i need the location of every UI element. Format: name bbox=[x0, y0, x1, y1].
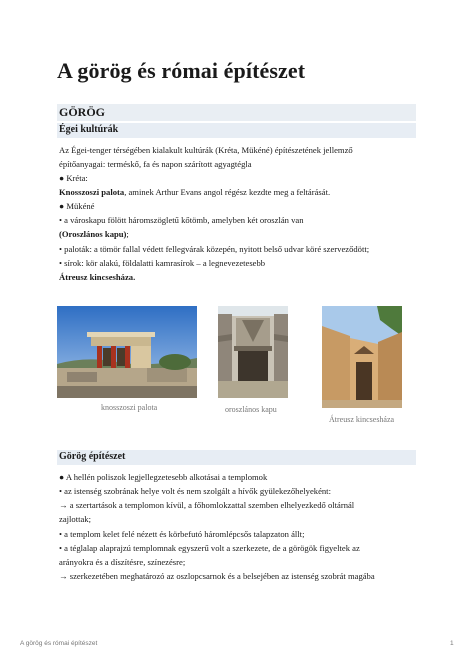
photo-knossos-palace bbox=[57, 306, 197, 398]
footer-title: A görög és római építészet bbox=[20, 640, 98, 647]
caption-lion-gate: oroszlános kapu bbox=[225, 405, 277, 414]
para-line: → a szertartások a templomon kívül, a főhomlokzattal szemben elhelyezkedő oltárnál bbox=[59, 500, 355, 510]
para-line bbox=[59, 230, 129, 239]
para-line: Átreusz kincsesháza. bbox=[59, 272, 136, 282]
photo-treasury-atreus bbox=[322, 306, 402, 408]
text-span: , aminek Arthur Evans angol régész kezdte meg a feltárását. bbox=[124, 187, 331, 197]
bold-term: (Oroszlános kapu) bbox=[59, 229, 127, 239]
para-line: • paloták: a tömör fallal védett fellegvárak közepén, nyitott belső udvar köré szerveződött; bbox=[59, 244, 370, 254]
caption-treasury: Átreusz kincsesháza bbox=[329, 415, 395, 424]
page-title: A görög és római építészet bbox=[57, 58, 306, 83]
para-line: építőanyagai: terméskő, fa és napon szárított agyagtégla bbox=[59, 159, 252, 169]
para-line: • a téglalap alaprajzú templomnak egyszerű volt a szerkezete, de a görögök figyeltek az bbox=[59, 543, 360, 553]
section-band bbox=[57, 104, 416, 121]
lion-gate-illustration bbox=[218, 306, 288, 398]
para-line: ● A hellén poliszok legjellegzetesebb alkotásai a templomok bbox=[59, 472, 268, 482]
subsection-heading-egei: Égei kultúrák bbox=[59, 124, 119, 135]
para-line: arányokra és a díszítésre, színezésre; bbox=[59, 557, 186, 567]
caption-knossos: knosszoszi palota bbox=[101, 403, 158, 412]
para-line: • az istenség szobrának helye volt és nem szolgált a hívők gyülekezőhelyeként: bbox=[59, 486, 331, 496]
footer-page-number: 1 bbox=[450, 640, 454, 647]
text-span: ; bbox=[126, 229, 129, 239]
para-line: ● Mükéné bbox=[59, 201, 95, 211]
subsection-heading-gorog-epiteszet: Görög építészet bbox=[59, 451, 126, 462]
para-line: • sírok: kör alakú, földalatti kamrasírok – a legnevezetesebb bbox=[59, 258, 266, 268]
para-line: • a templom kelet felé nézett és körbefutó háromlépcsős talapzaton állt; bbox=[59, 529, 305, 539]
para-line: Az Égei-tenger térségében kialakult kultúrák (Kréta, Mükéné) építészetének jellemző bbox=[59, 145, 353, 155]
section-heading-gorog: GÖRÖG bbox=[59, 105, 106, 119]
para-line bbox=[59, 188, 330, 197]
para-line: → szerkezetében meghatározó az oszlopcsarnok és a belsejében az istenség szobrát magába bbox=[59, 571, 375, 581]
photo-lion-gate bbox=[218, 306, 288, 398]
treasury-illustration bbox=[322, 306, 402, 408]
knossos-illustration bbox=[57, 306, 197, 398]
para-line: ● Kréta: bbox=[59, 173, 88, 183]
para-line: • a városkapu fölött háromszögletű kőtömb, amelyben két oroszlán van bbox=[59, 215, 304, 225]
para-line: zajlottak; bbox=[59, 514, 91, 524]
bold-term: Knosszoszi palota bbox=[59, 187, 125, 197]
